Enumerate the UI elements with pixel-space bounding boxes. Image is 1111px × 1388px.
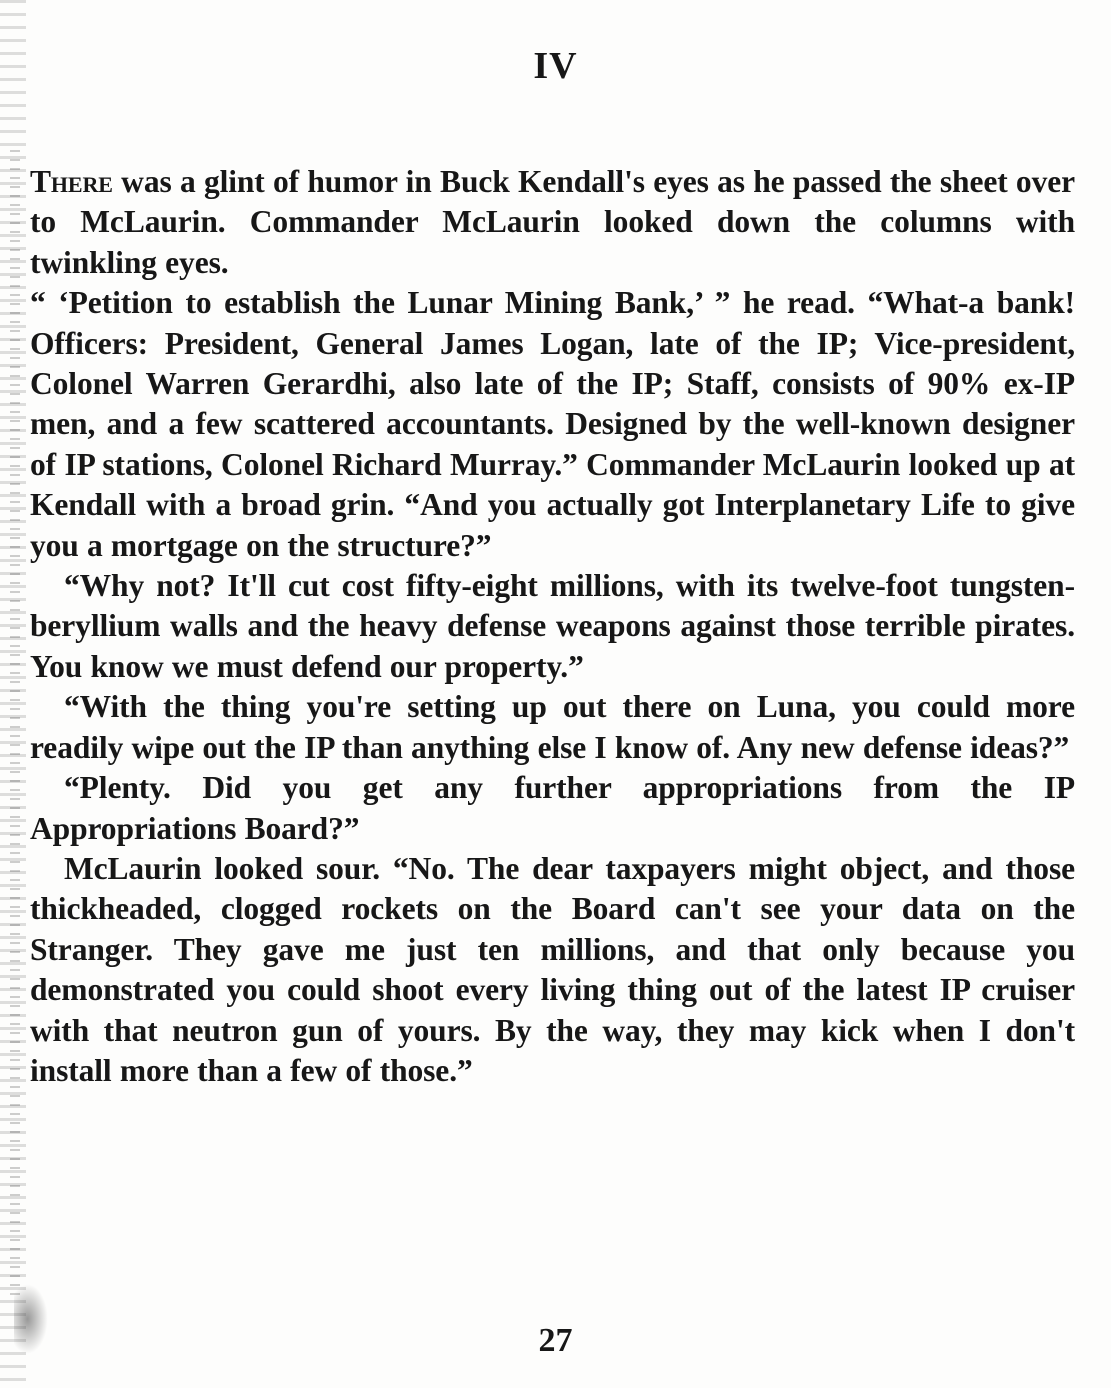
paragraph-text: McLaurin looked sour. “No. The dear taxpayers might object, and those thickheaded, clogged rockets on the Board can't see your data on the Stranger. They gave me just ten millions, and that only because you demonstrated you could shoot every living thing out of the latest IP cruiser with that neutron gun of yours. By the way, they may kick when I don't install more than a few of those.”	[30, 850, 1075, 1088]
paragraph	[30, 849, 1075, 1091]
chapter-number: IV	[533, 45, 578, 87]
paragraph	[30, 162, 1075, 283]
paragraph	[30, 768, 1075, 849]
paragraph	[30, 566, 1075, 687]
paragraph-lead-smallcaps: There	[30, 164, 113, 199]
page-number: 27	[538, 1322, 573, 1359]
paragraph-text: “ ‘Petition to establish the Lunar Mining Bank,’ ” he read. “What-a bank! Officers: President, General James Logan, late of the IP; Vice-president, Colonel Warren Gerardhi, also late of the IP; Staff, consists of 90% ex-IP men, and a few scattered accountants. Designed by the well-known designer of IP stations, Colonel Richard Murray.” Commander McLaurin looked up at Kendall with a broad grin. “And you actually got Interplanetary Life to give you a mortgage on the structure?”	[30, 285, 1075, 563]
body-text	[30, 162, 1075, 1091]
paragraph	[30, 687, 1075, 768]
paragraph-text: was a glint of humor in Buck Kendall's eyes as he passed the sheet over to McLaurin. Commander McLaurin looked down the columns with twinkling eyes.	[30, 164, 1075, 280]
paragraph	[30, 283, 1075, 566]
paragraph-text: “With the thing you're setting up out there on Luna, you could more readily wipe out the IP than anything else I know of. Any new defense ideas?”	[30, 689, 1075, 765]
paragraph-text: “Plenty. Did you get any further appropriations from the IP Appropriations Board?”	[30, 770, 1075, 846]
paragraph-text: “Why not? It'll cut cost fifty-eight millions, with its twelve-foot tungsten-beryllium walls and the heavy defense weapons against those terrible pirates. You know we must defend our property.”	[30, 568, 1075, 684]
scan-edge-artifact-secondary	[10, 150, 20, 1300]
